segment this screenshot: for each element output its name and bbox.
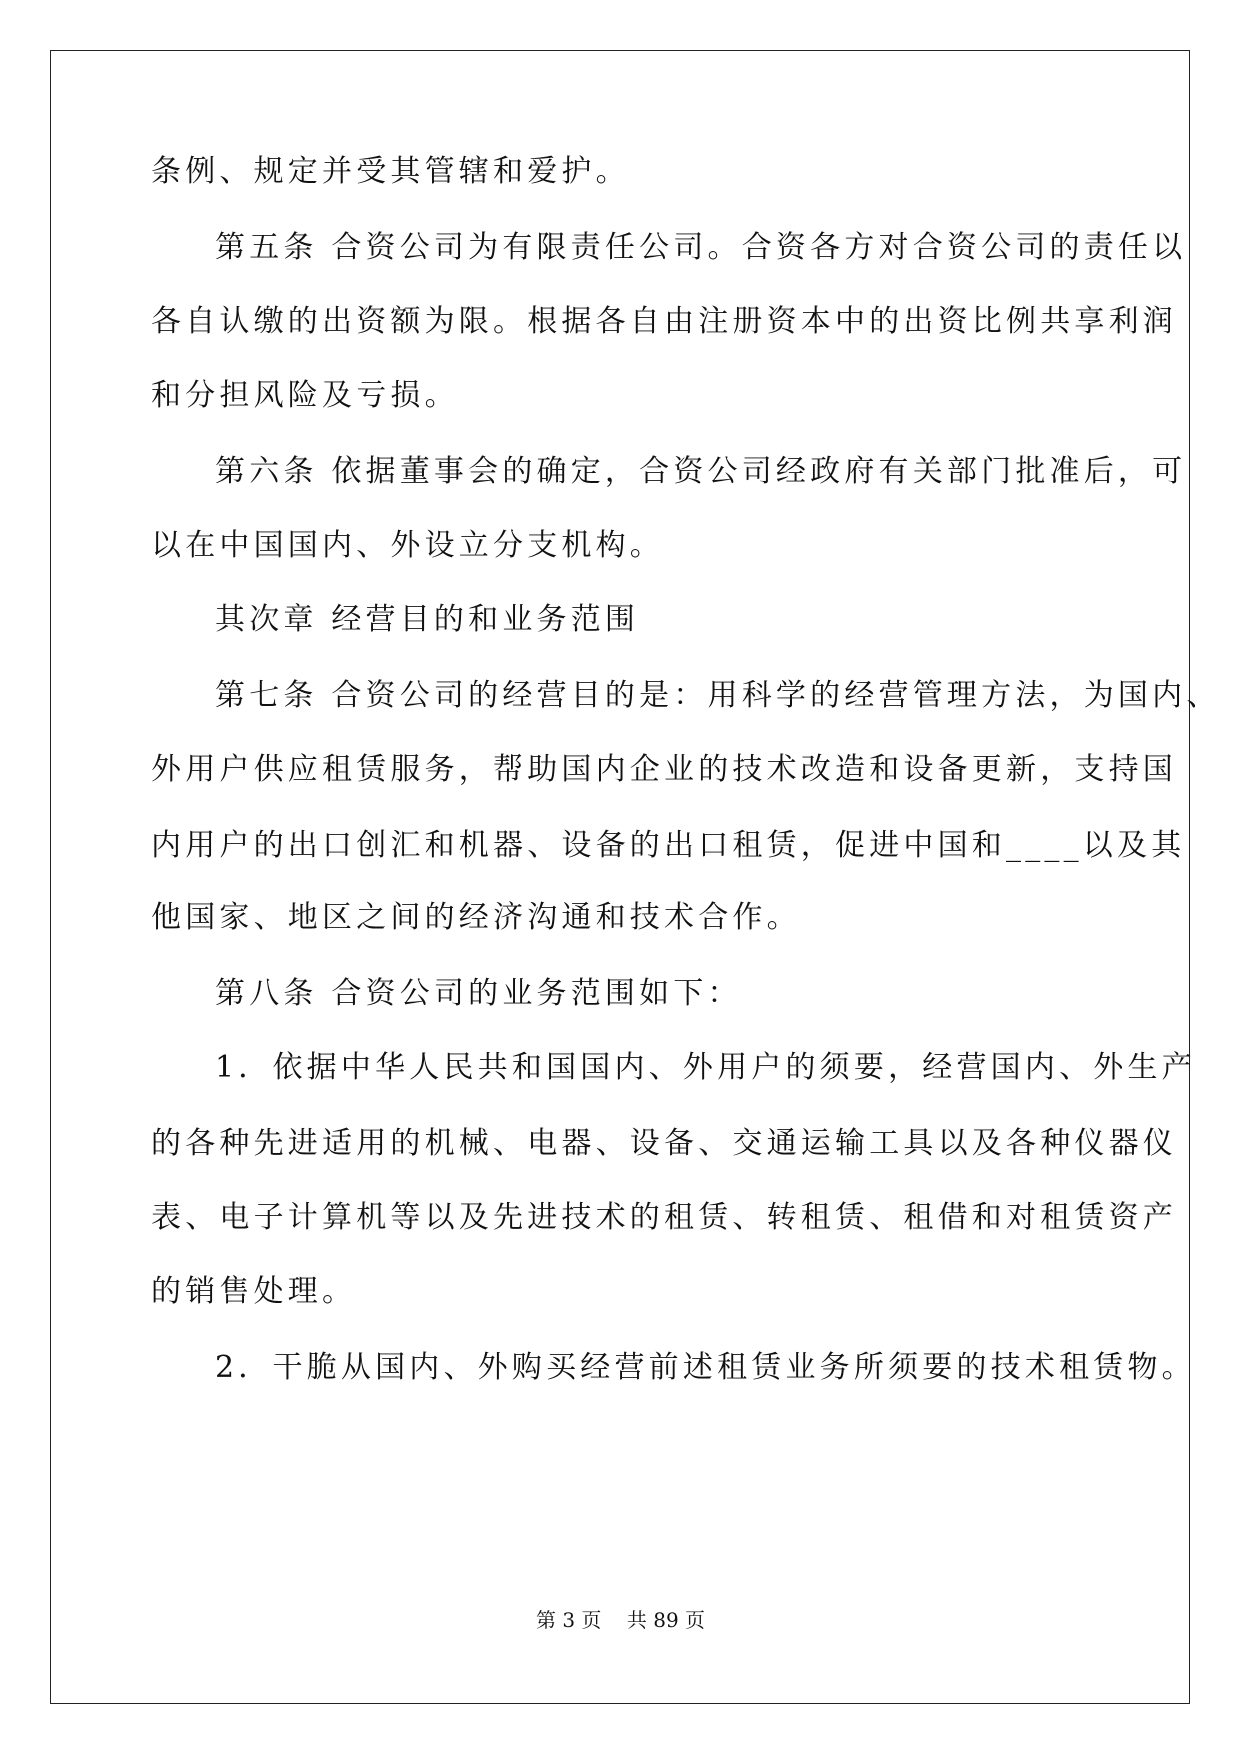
total-pages: 共 89 页 [626,1608,706,1632]
text-line: 外用户供应租赁服务，帮助国内企业的技术改造和设备更新，支持国 [151,752,1177,787]
chapter-heading: 其次章 经营目的和业务范围 [215,602,640,637]
text-line: 第七条 合资公司的经营目的是：用科学的经营管理方法，为国内、 [215,678,1221,713]
text-line: 表、电子计算机等以及先进技术的租赁、转租赁、租借和对租赁资产 [151,1200,1177,1235]
text-line: 以在中国国内、外设立分支机构。 [151,528,664,563]
text-line: 内用户的出口创汇和机器、设备的出口租赁，促进中国和____以及其 [151,828,1186,863]
page-footer [0,1607,1241,1633]
list-item: 2．干脆从国内、外购买经营前述租赁业务所须要的技术租赁物。 [215,1350,1196,1385]
text-line: 第五条 合资公司为有限责任公司。合资各方对合资公司的责任以 [215,230,1187,265]
text-line: 的销售处理。 [151,1274,357,1309]
text-line: 和分担风险及亏损。 [151,378,459,413]
text-line: 第六条 依据董事会的确定，合资公司经政府有关部门批准后，可 [215,454,1187,489]
text-line: 各自认缴的出资额为限。根据各自由注册资本中的出资比例共享利润 [151,304,1177,339]
text-line: 的各种先进适用的机械、电器、设备、交通运输工具以及各种仪器仪 [151,1126,1177,1161]
text-line: 第八条 合资公司的业务范围如下： [215,976,742,1011]
list-item: 1．依据中华人民共和国国内、外用户的须要，经营国内、外生产 [215,1050,1196,1085]
page-border [50,50,1190,1704]
text-line: 他国家、地区之间的经济沟通和技术合作。 [151,900,801,935]
text-line: 条例、规定并受其管辖和爱护。 [151,154,630,189]
page-number: 第 3 页 [535,1608,602,1632]
